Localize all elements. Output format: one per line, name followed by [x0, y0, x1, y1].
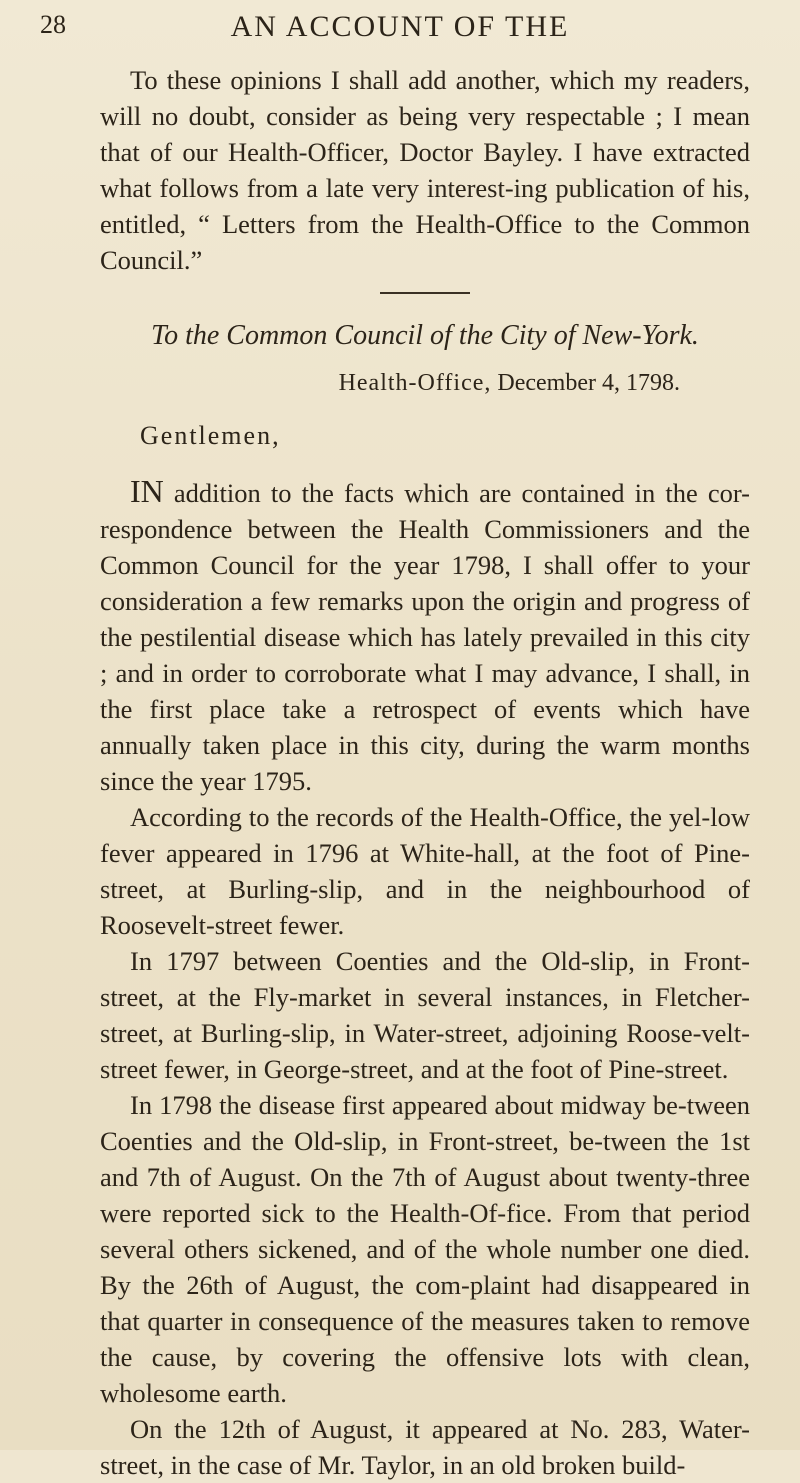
letter-paragraph-1-text: addition to the facts which are contained in the cor-respondence between the Health Commissioners and the Common Council for the year 1798, I shall offer to your consideration a few remarks upon the origin and progress of the pestilential disease which has lately prevailed in this city ; and in order to corroborate what I may advance, I shall, in the first place take a retrospect of events which have annually taken place in this city, during the warm months since the year 1795. [100, 478, 750, 796]
running-head: AN ACCOUNT OF THE [230, 10, 570, 43]
letter-paragraph-1 [100, 473, 750, 799]
page-number: 28 [40, 10, 66, 39]
letter-dateline [100, 370, 750, 397]
letter-paragraph-3: In 1797 between Coenties and the Old-slip, in Front-street, at the Fly-market in several instances, in Fletcher-street, at Burling-slip, in Water-street, adjoining Roose-velt-street fewer, in George-street, and at the foot of Pine-street. [100, 946, 750, 1084]
section-rule [380, 292, 470, 294]
opening-word: IN [130, 473, 164, 509]
dateline-place: Health-Office, [338, 370, 492, 396]
letter-salutation: Gentlemen, [140, 421, 281, 450]
letter-paragraph-2: According to the records of the Health-Office, the yel-low fever appeared in 1796 at White-hall, at the foot of Pine-street, at Burling-slip, and in the neighbourhood of Roosevelt-street fewer. [100, 802, 750, 940]
letter-address: To the Common Council of the City of New-York. [151, 320, 699, 351]
page-header [40, 10, 760, 50]
body-text [100, 62, 750, 1483]
letter-paragraph-5: On the 12th of August, it appeared at No. 283, Water-street, in the case of Mr. Taylor, in an old broken build- [100, 1414, 750, 1480]
dateline-date: December 4, 1798. [497, 370, 680, 396]
letter-paragraph-4: In 1798 the disease first appeared about midway be-tween Coenties and the Old-slip, in Front-street, be-tween the 1st and 7th of August. On the 7th of August about twenty-three were reported sick to the Health-Of-fice. From that period several others sickened, and of the whole number one died. By the 26th of August, the com-plaint had disappeared in that quarter in consequence of the measures taken to remove the cause, by covering the offensive lots with clean, wholesome earth. [100, 1090, 750, 1408]
intro-paragraph: To these opinions I shall add another, which my readers, will no doubt, consider as being very respectable ; I mean that of our Health-Officer, Doctor Bayley. I have extracted what follows from a late very interest-ing publication of his, entitled, “ Letters from the Health-Office to the Common Council.” [100, 65, 750, 275]
